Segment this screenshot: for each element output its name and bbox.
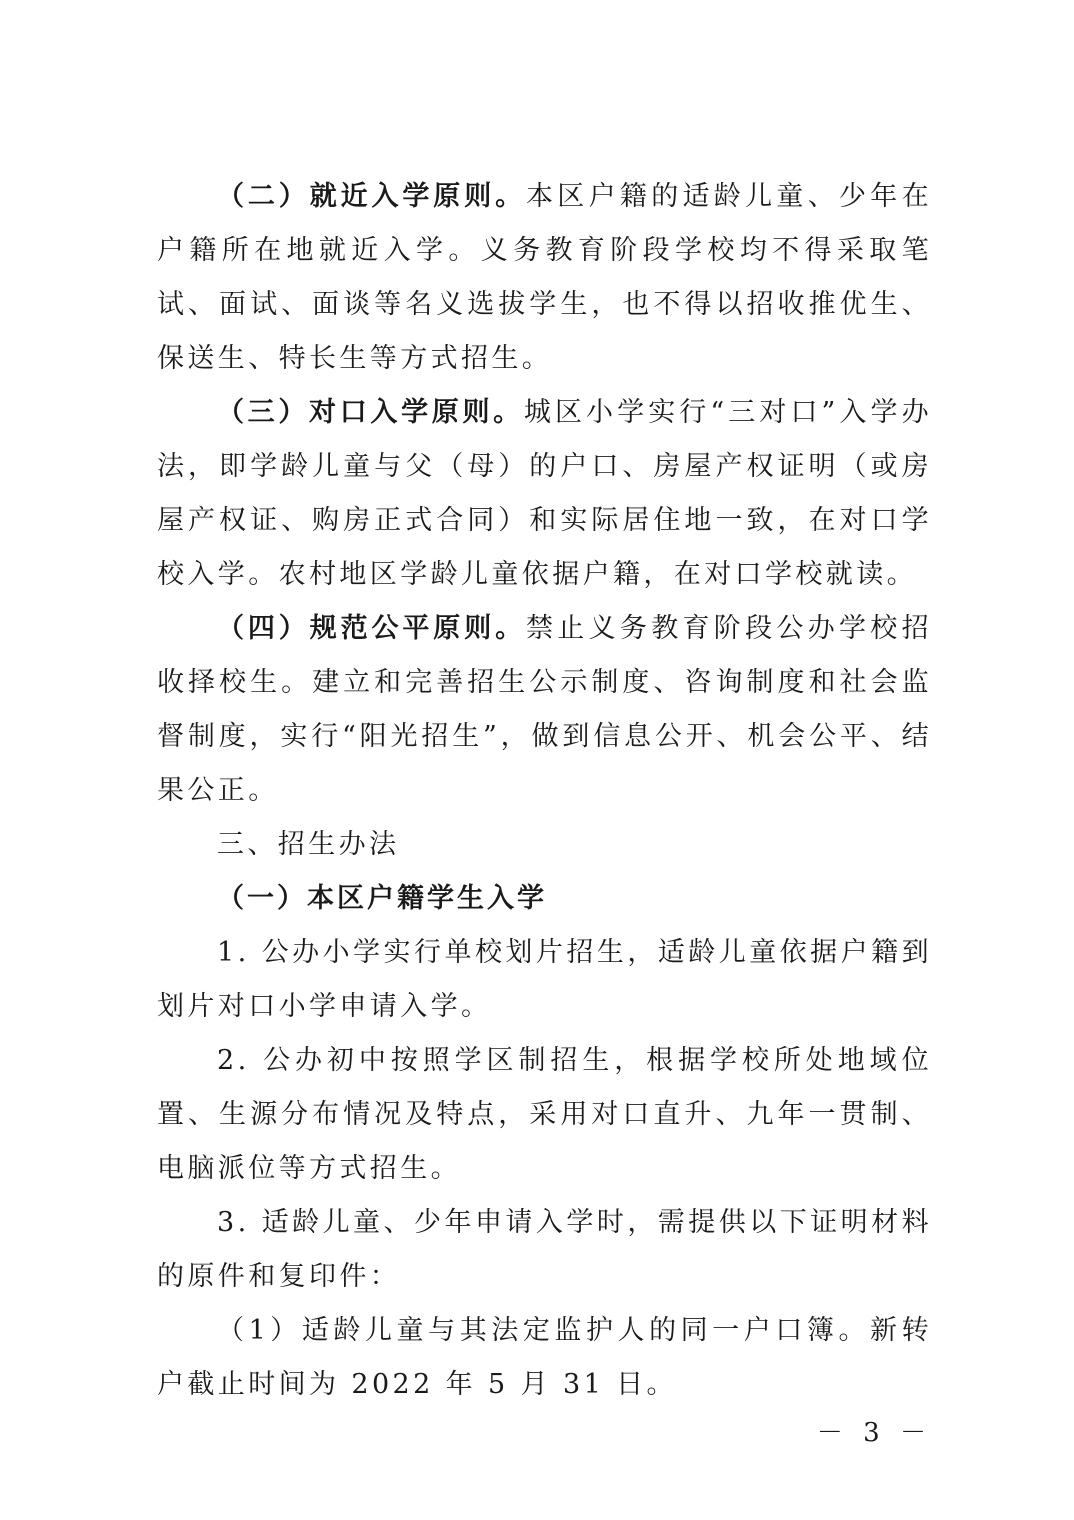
paragraph-text: 禁止义务教育阶段公办学校招收择校生。建立和完善招生公示制度、咨询制度和社会监督制度，实行“阳光招生”，做到信息公开、机会公平、结果公正。 [157, 613, 932, 806]
paragraph-text: 城区小学实行“三对口”入学办法，即学龄儿童与父（母）的户口、房屋产权证明（或房屋产权证、购房正式合同）和实际居住地一致，在对口学校入学。农村地区学龄儿童依据户籍，在对口学校就读。 [157, 397, 933, 590]
paragraph-lead: （二）就近入学原则。 [217, 181, 526, 212]
list-item: 2. 公办初中按照学区制招生，根据学校所处地域位置、生源分布情况及特点，采用对口直升、九年一贯制、电脑派位等方式招生。 [157, 1045, 932, 1184]
paragraph-fairness [157, 602, 932, 818]
list-item: 3. 适龄儿童、少年申请入学时，需提供以下证明材料的原件和复印件： [157, 1207, 932, 1292]
subsection-heading: （一）本区户籍学生入学 [217, 883, 547, 914]
document-body [157, 170, 932, 1412]
paragraph-matching-enrollment [157, 386, 932, 602]
paragraph-text: 本区户籍的适龄儿童、少年在户籍所在地就近入学。义务教育阶段学校均不得采取笔试、面试、面谈等名义选拔学生，也不得以招收推优生、保送生、特长生等方式招生。 [157, 181, 932, 374]
list-item: 1. 公办小学实行单校划片招生，适龄儿童依据户籍到划片对口小学申请入学。 [157, 937, 932, 1022]
section-heading: 三、招生办法 [217, 829, 400, 860]
paragraph-nearby-enrollment [157, 170, 932, 386]
paragraph-lead: （四）规范公平原则。 [217, 613, 526, 644]
page-number: － 3 － [816, 1418, 932, 1448]
paragraph-lead: （三）对口入学原则。 [217, 397, 524, 428]
list-item: （1）适龄儿童与其法定监护人的同一户口簿。新转户截止时间为 2022 年 5 月 31 日。 [157, 1315, 932, 1400]
